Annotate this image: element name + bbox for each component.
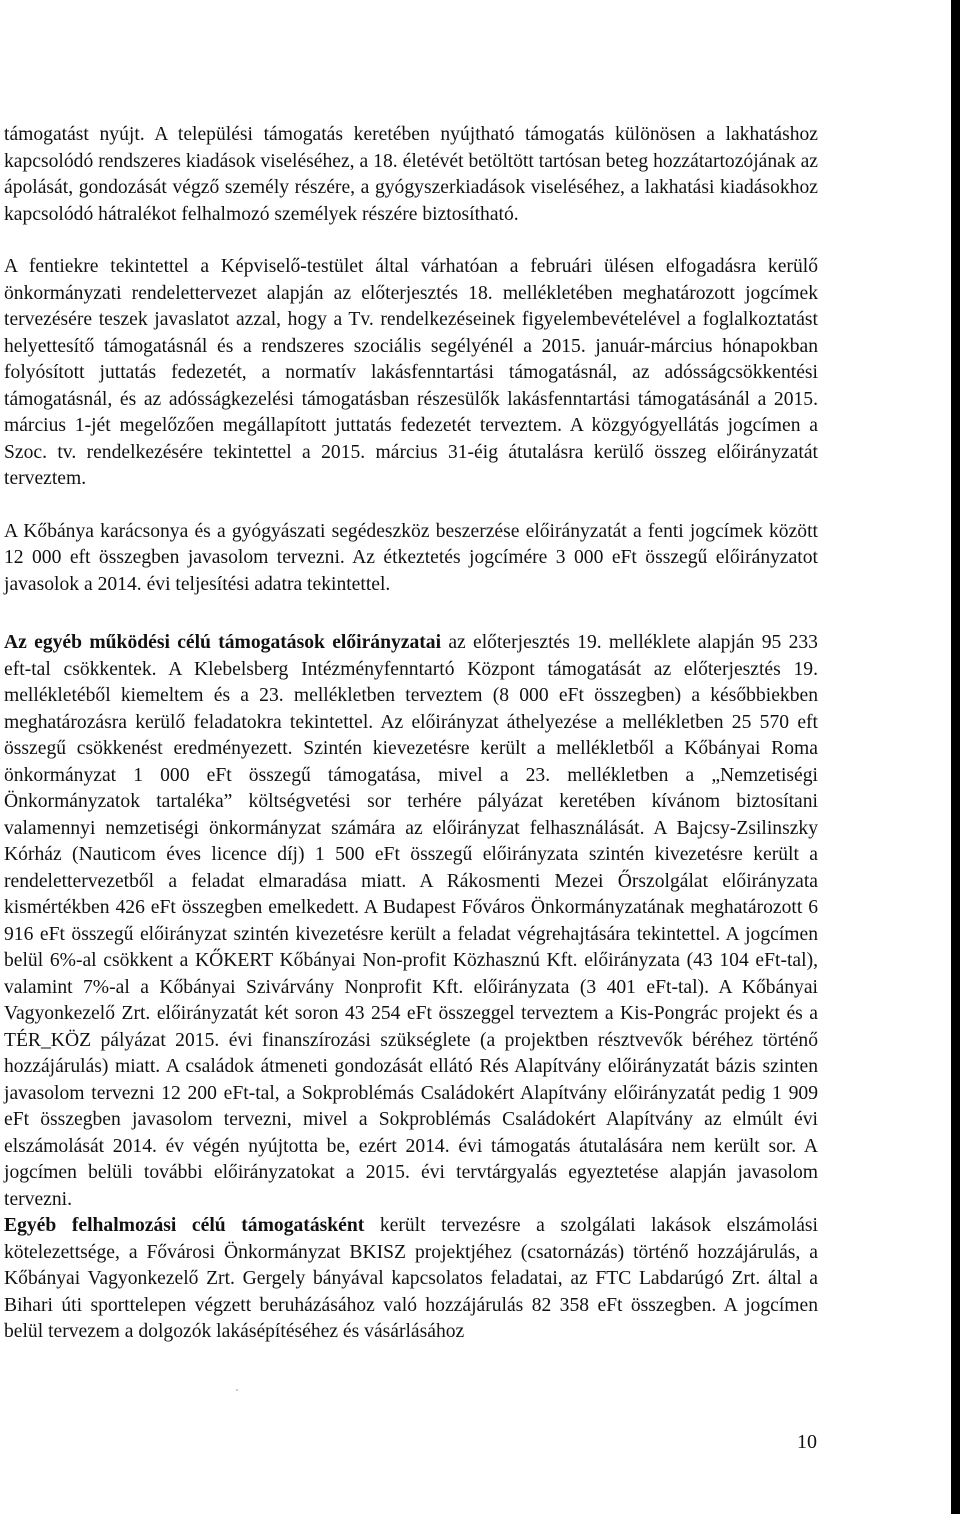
paragraph-5-text: került tervezésre a szolgálati lakások elszámolási kötelezettsége, a Fővárosi Önkormányzat BKISZ projektjéhez (csatornázás) történő hozzájárulás, a Kőbányai Vagyonkezelő Zrt. Gergely bányával kapcsolatos feladatai, az FTC Labdarúgó Zrt. által a Bihari úti sporttelepen végzett beruházásához való hozzájárulás 82 358 eFt összegben. A jogcímen belül tervezem a dolgozók lakásépítéséhez és vásárlásához — [4, 1215, 818, 1342]
scan-speck — [236, 1389, 238, 1391]
paragraph-4 — [4, 630, 818, 1213]
paragraph-3: A Kőbánya karácsonya és a gyógyászati segédeszköz beszerzése előirányzatát a fenti jogcímek között 12 000 eft összegben javasolom tervezni. Az étkeztetés jogcímére 3 000 eFt összegű előirányzatot javasolok a 2014. évi teljesítési adatra tekintettel. — [4, 520, 818, 595]
paragraph-4-text: az előterjesztés 19. melléklete alapján 95 233 eft-tal csökkentek. A Klebelsberg Intézményfenntartó Központ támogatását az előterjesztés 19. mellékletéből kiemeltem és a 23. mellékletben terveztem (8 000 eFt összegben) a későbbiekben meghatározásra kerülő feladatokra tekintettel. Az előirányzat áthelyezése a mellékletben 25 570 eft összegű csökkenést eredményezett. Szintén kievezetésre került a mellékletből a Kőbányai Roma önkormányzat 1 000 eFt összegű támogatása, mivel a 23. mellékletben a „Nemzetiségi Önkormányzatok tartaléka” költségvetési sor terhére pályázat keretében kívánom biztosítani valamennyi nemzetiségi önkormányzat számára az előirányzat felhasználását. A Bajcsy-Zsilinszky Kórház (Nauticom éves licence díj) 1 500 eFt összegű előirányzata szintén kivezetésre került a rendelettervezetből a feladat elmaradása miatt. A Rákosmenti Mezei Őrszolgálat előirányzata kismértékben 426 eFt összegben emelkedett. A Budapest Főváros Önkormányzatának meghatározott 6 916 eFt összegű előirányzat szintén kivezetésre került a feladat végrehajtására tekintettel. A jogcímen belül 6%-al csökkent a KŐKERT Kőbányai Non-profit Közhasznú Kft. előirányzata (43 104 eFt-tal), valamint 7%-al a Kőbányai Szivárvány Nonprofit Kft. előirányzata (3 401 eFt-tal). A Kőbányai Vagyonkezelő Zrt. előirányzatát két soron 43 254 eFt összeggel terveztem a Kis-Pongrác projekt és a TÉR_KÖZ pályázat 2015. évi finanszírozási szükséglete (a projektben résztvevők béréhez történő hozzájárulás) miatt. A családok átmeneti gondozását ellátó Rés Alapítvány előirányzatát bázis szinten javasolom tervezni 12 200 eFt-tal, a Sokproblémás Családokért Alapítvány előirányzatát pedig 1 909 eFt összegben javasolom tervezni, mivel a Sokproblémás Családokért Alapítvány az elmúlt évi elszámolását 2014. év végén nyújtotta be, ezért 2014. évi támogatás átutalására nem került sor. A jogcímen belüli további előirányzatokat a 2015. évi tervtárgyalás egyeztetése alapján javasolom tervezni. — [4, 632, 818, 1210]
paragraph-1: támogatást nyújt. A települési támogatás keretében nyújtható támogatás különösen a lakhatáshoz kapcsolódó rendszeres kiadások viseléséhez, a 18. életévét betöltött tartósan beteg hozzátartozójának az ápolását, gondozását végző személy részére, a gyógyszerkiadások viseléséhez, a lakhatási kiadásokhoz kapcsolódó hátralékot felhalmozó személyek részére biztosítható. — [4, 124, 818, 225]
document-body — [4, 122, 818, 1346]
page-number: 10 — [797, 1431, 817, 1453]
scan-edge — [951, 0, 960, 1514]
paragraph-5-heading: Egyéb felhalmozási célú támogatásként — [4, 1215, 365, 1236]
paragraph-5 — [4, 1213, 818, 1346]
paragraph-2: A fentiekre tekintettel a Képviselő-testület által várhatóan a februári ülésen elfogadásra kerülő önkormányzati rendelettervezet alapján az előterjesztés 18. mellékletében meghatározott jogcímek tervezésére teszek javaslatot azzal, hogy a Tv. rendelkezéseinek figyelembevételével a foglalkoztatást helyettesítő támogatásnál és a rendszeres szociális segélyénél a 2015. január-március hónapokban folyósított juttatás fedezetét, a normatív lakásfenntartási támogatásnál, az adósságcsökkentési támogatásnál, és az adósságkezelési támogatásban részesülők lakásfenntartási támogatásánál a 2015. március 1-jét megelőzően megállapított juttatás fedezetét terveztem. A közgyógyellátás jogcímen a Szoc. tv. rendelkezésére tekintettel a 2015. március 31-éig átutalásra kerülő összeg előirányzatát terveztem. — [4, 256, 818, 489]
paragraph-4-heading: Az egyéb működési célú támogatások előirányzatai — [4, 632, 442, 653]
